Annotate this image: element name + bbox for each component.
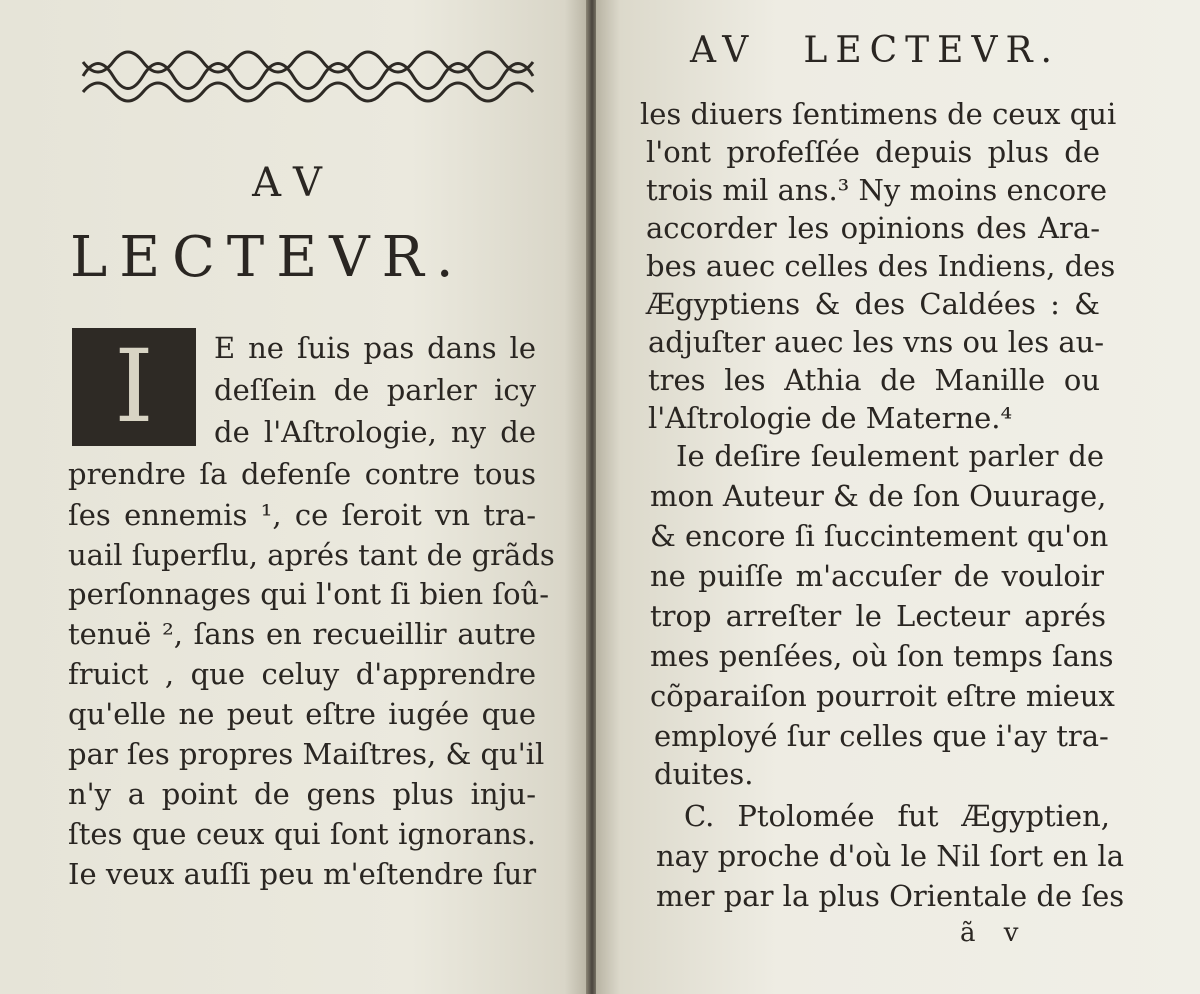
text-line: l'ont profeſſée depuis plus de [646,135,1100,169]
text-line: perſonnages qui l'ont ſi bien ſoû- [68,577,550,611]
text-line: E ne ſuis pas dans le [214,331,536,365]
text-line: C. Ptolomée fut Ægyptien, [684,799,1110,833]
text-line: Ie deſire ſeulement parler de [676,439,1104,473]
text-line: prendre ſa defenſe contre tous [68,457,536,491]
text-line: adjuſter auec les vns ou les au- [648,325,1105,359]
text-line: n'y a point de gens plus inju- [68,777,536,811]
text-line: mes penſées, où ſon temps ſans [650,639,1114,673]
text-line: fruict , que celuy d'apprendre [68,657,536,691]
text-line: trois mil ans.³ Ny moins encore [646,173,1108,207]
text-line: ne puiſſe m'accuſer de vouloir [650,559,1104,593]
text-line: trop arreſter le Lecteur aprés [650,599,1106,633]
text-line: mon Auteur & de ſon Ouurage, [650,479,1107,513]
text-line: employé ſur celles que i'ay tra- [654,719,1109,753]
text-line: ſes ennemis ¹, ce ſeroit vn tra- [68,498,536,532]
text-line: bes auec celles des Indiens, des [646,249,1116,283]
running-head: AV LECTEVR. [690,30,1060,71]
signature-mark: ã v [960,918,1029,948]
heading-lecteur: LECTEVR. [70,225,466,290]
text-line: ſtes que ceux qui ſont ignorans. [68,817,536,851]
text-line: accorder les opinions des Ara- [646,211,1100,245]
decorated-initial: I [72,328,196,446]
text-line: qu'elle ne peut eſtre iugée que [68,697,536,731]
text-line: par ſes propres Maiſtres, & qu'il [68,737,545,771]
text-line: Ægyptiens & des Caldées : & [646,287,1100,321]
text-line: Ie veux auſſi peu m'eſtendre ſur [68,857,537,891]
text-line: uail ſuperflu, aprés tant de grãds [68,538,555,572]
text-line: tres les Athia de Manille ou [648,363,1100,397]
text-line: cõparaiſon pourroit eſtre mieux [650,679,1115,713]
text-line: nay proche d'où le Nil ſort en la [656,839,1124,873]
text-line: de l'Aſtrologie, ny de [214,415,536,449]
text-line: tenuë ², ſans en recueillir autre [68,617,536,651]
text-line: mer par la plus Orientale de ſes [656,879,1125,913]
ornamental-headpiece [78,42,538,110]
heading-av: AV [252,160,336,206]
text-line: l'Aſtrologie de Materne.⁴ [648,401,1013,435]
left-page [0,0,588,994]
text-line: & encore ſi ſuccintement qu'on [650,519,1109,553]
text-line: duites. [654,757,754,791]
text-line: deſſein de parler icy [214,373,536,407]
text-line: les diuers ſentimens de ceux qui [640,97,1117,131]
